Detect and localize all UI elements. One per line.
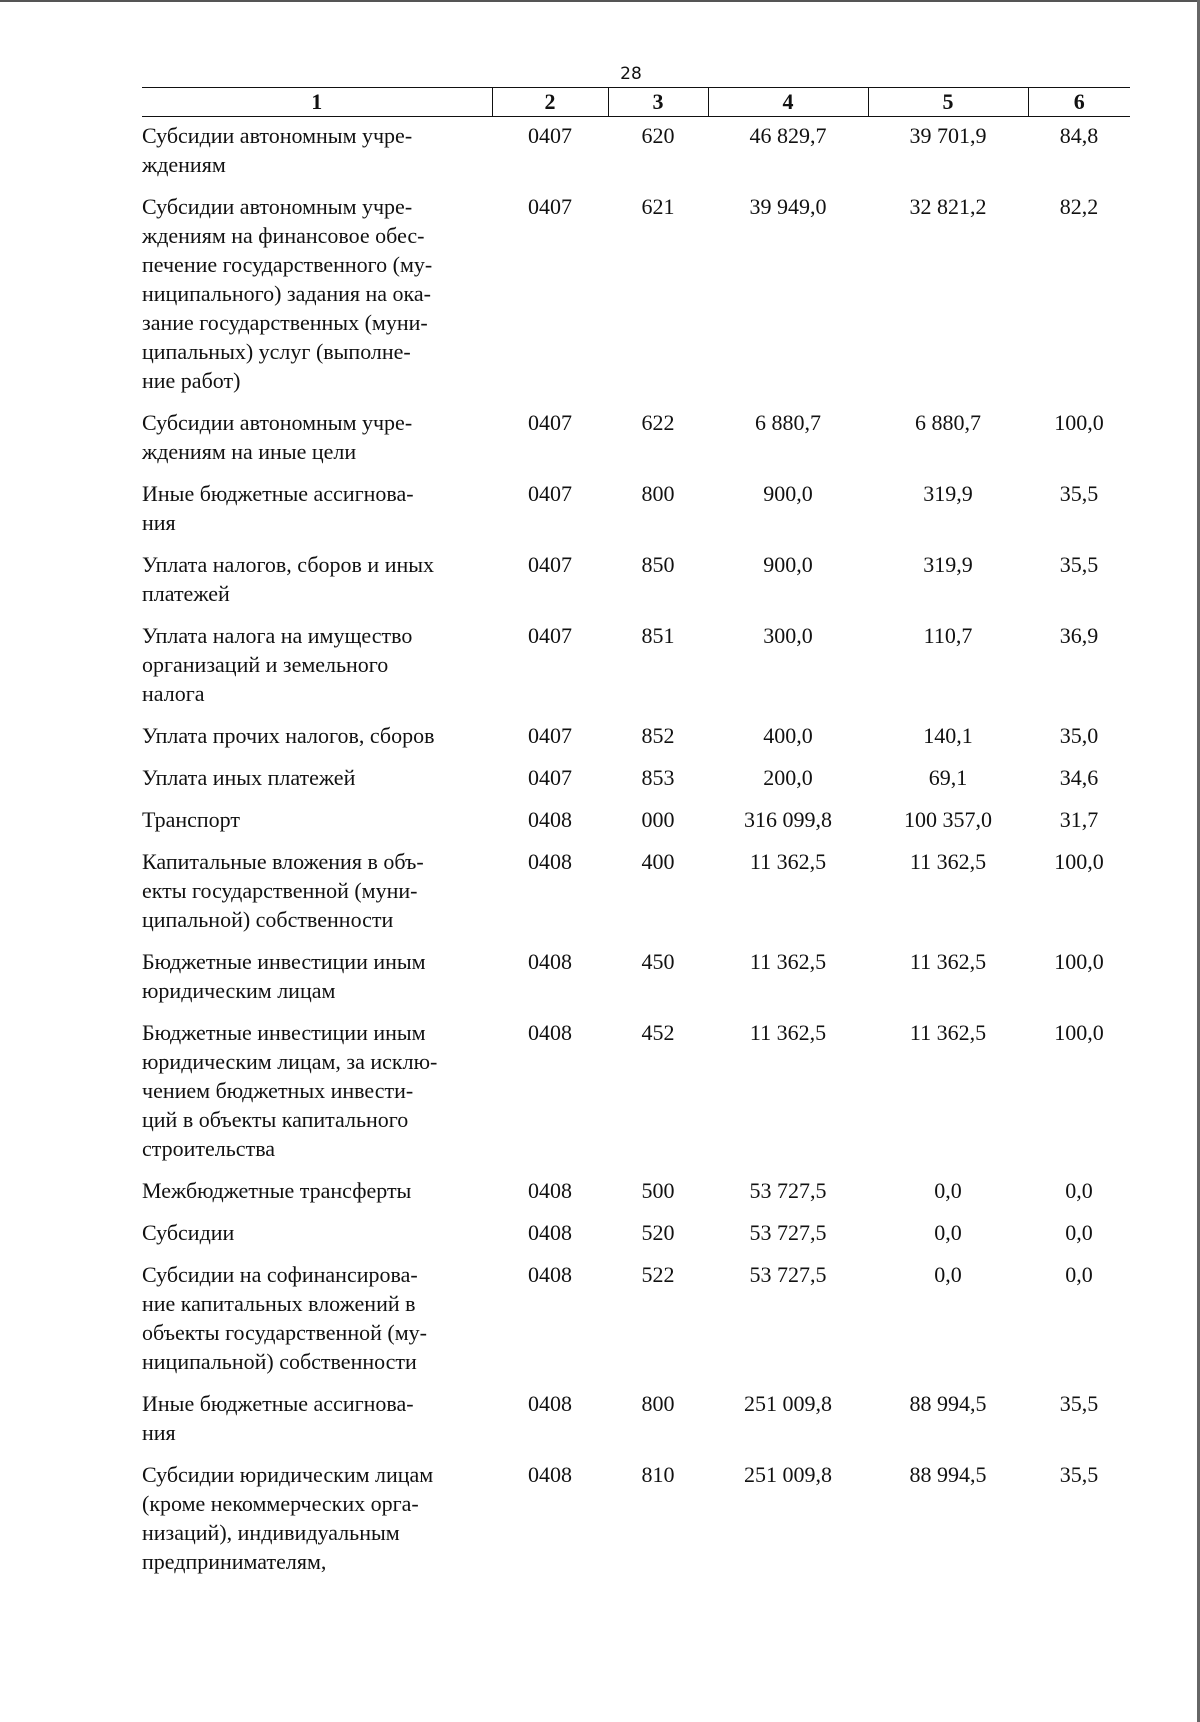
row-percent: 82,2	[1059, 194, 1099, 219]
row-actual-amount: 0,0	[934, 1262, 962, 1287]
row-name: Субсидии юридическим лицам (кроме некоммерческих орга- низаций), индивидуальным предпринимателям,	[142, 1462, 434, 1574]
row-actual-amount: 39 701,9	[909, 123, 987, 148]
row-percent: 0,0	[1065, 1220, 1093, 1245]
row-planned-amount: 200,0	[763, 765, 813, 790]
row-percent: 35,5	[1059, 1391, 1099, 1416]
row-section-code: 0408	[528, 849, 572, 874]
row-actual-amount: 11 362,5	[909, 949, 987, 974]
row-name: Уплата иных платежей	[142, 765, 356, 790]
row-expense-type: 620	[641, 123, 675, 148]
row-name: Уплата прочих налогов, сборов	[142, 723, 435, 748]
row-planned-amount: 11 362,5	[749, 1020, 827, 1045]
row-planned-amount: 53 727,5	[749, 1262, 827, 1287]
row-planned-amount: 251 009,8	[744, 1462, 832, 1487]
row-section-code: 0408	[528, 1391, 572, 1416]
row-planned-amount: 6 880,7	[755, 410, 821, 435]
row-expense-type: 621	[641, 194, 675, 219]
row-percent: 0,0	[1065, 1178, 1093, 1203]
row-percent: 35,5	[1059, 481, 1099, 506]
table-row	[142, 192, 1130, 408]
row-expense-type: 853	[641, 765, 675, 790]
row-name: Субсидии автономным учре- ждениям на финансовое обес- печение государственного (му- ниципального) задания на ока- зание государственных (муни- ципальных) услуг (выполне- ние работ)	[142, 194, 433, 393]
column-header-4: 4	[708, 88, 868, 117]
table-row	[142, 721, 1130, 763]
row-percent: 34,6	[1059, 765, 1099, 790]
table-row	[142, 947, 1130, 1018]
row-percent: 100,0	[1054, 849, 1104, 874]
row-actual-amount: 319,9	[923, 481, 973, 506]
table-body	[142, 117, 1130, 1590]
row-actual-amount: 140,1	[923, 723, 973, 748]
row-section-code: 0408	[528, 1220, 572, 1245]
table-row	[142, 763, 1130, 805]
row-name: Иные бюджетные ассигнова- ния	[142, 1391, 414, 1445]
row-section-code: 0408	[528, 1178, 572, 1203]
row-actual-amount: 32 821,2	[909, 194, 987, 219]
row-planned-amount: 11 362,5	[749, 949, 827, 974]
row-name: Бюджетные инвестиции иным юридическим лицам	[142, 949, 426, 1003]
row-section-code: 0407	[528, 194, 572, 219]
row-section-code: 0407	[528, 552, 572, 577]
row-percent: 35,5	[1059, 552, 1099, 577]
row-actual-amount: 0,0	[934, 1220, 962, 1245]
row-expense-type: 850	[641, 552, 675, 577]
row-name: Капитальные вложения в объ- екты государственной (муни- ципальной) собственности	[142, 849, 424, 932]
column-header-5: 5	[868, 88, 1028, 117]
row-expense-type: 522	[641, 1262, 675, 1287]
row-percent: 100,0	[1054, 410, 1104, 435]
row-actual-amount: 110,7	[923, 623, 973, 648]
table-row	[142, 1460, 1130, 1589]
row-expense-type: 452	[641, 1020, 675, 1045]
row-planned-amount: 251 009,8	[744, 1391, 832, 1416]
row-section-code: 0408	[528, 1462, 572, 1487]
table-row	[142, 479, 1130, 550]
table-header	[142, 88, 1130, 117]
row-section-code: 0407	[528, 410, 572, 435]
row-section-code: 0408	[528, 949, 572, 974]
row-planned-amount: 400,0	[763, 723, 813, 748]
row-name: Уплата налога на имущество организаций и земельного налога	[142, 623, 413, 706]
row-expense-type: 500	[641, 1178, 675, 1203]
row-section-code: 0407	[528, 123, 572, 148]
row-actual-amount: 69,1	[928, 765, 968, 790]
column-header-6: 6	[1028, 88, 1130, 117]
table-row	[142, 550, 1130, 621]
scan-edge-top	[0, 0, 1200, 2]
row-actual-amount: 11 362,5	[909, 1020, 987, 1045]
row-percent: 31,7	[1059, 807, 1099, 832]
row-expense-type: 000	[641, 807, 675, 832]
row-name: Субсидии автономным учре- ждениям на иные цели	[142, 410, 413, 464]
row-expense-type: 810	[641, 1462, 675, 1487]
row-expense-type: 800	[641, 1391, 675, 1416]
row-expense-type: 520	[641, 1220, 675, 1245]
table-row	[142, 1218, 1130, 1260]
row-actual-amount: 11 362,5	[909, 849, 987, 874]
row-section-code: 0407	[528, 623, 572, 648]
row-section-code: 0408	[528, 1262, 572, 1287]
row-actual-amount: 0,0	[934, 1178, 962, 1203]
row-planned-amount: 900,0	[763, 552, 813, 577]
column-header-2: 2	[492, 88, 608, 117]
table-row	[142, 805, 1130, 847]
table-row	[142, 1389, 1130, 1460]
row-name: Иные бюджетные ассигнова- ния	[142, 481, 414, 535]
row-expense-type: 450	[641, 949, 675, 974]
row-planned-amount: 53 727,5	[749, 1178, 827, 1203]
budget-table	[142, 87, 1130, 1589]
row-percent: 100,0	[1054, 1020, 1104, 1045]
row-percent: 0,0	[1065, 1262, 1093, 1287]
row-planned-amount: 11 362,5	[749, 849, 827, 874]
row-planned-amount: 900,0	[763, 481, 813, 506]
row-percent: 84,8	[1059, 123, 1099, 148]
row-percent: 100,0	[1054, 949, 1104, 974]
row-actual-amount: 319,9	[923, 552, 973, 577]
row-percent: 36,9	[1059, 623, 1099, 648]
table-row	[142, 117, 1130, 193]
row-name: Транспорт	[142, 807, 241, 832]
table-row	[142, 621, 1130, 721]
column-header-3: 3	[608, 88, 708, 117]
row-name: Субсидии автономным учре- ждениям	[142, 123, 413, 177]
row-expense-type: 851	[641, 623, 675, 648]
row-actual-amount: 100 357,0	[904, 807, 992, 832]
row-section-code: 0407	[528, 765, 572, 790]
table-row	[142, 1260, 1130, 1389]
row-actual-amount: 88 994,5	[909, 1462, 987, 1487]
row-planned-amount: 53 727,5	[749, 1220, 827, 1245]
row-section-code: 0408	[528, 807, 572, 832]
row-section-code: 0407	[528, 481, 572, 506]
row-actual-amount: 6 880,7	[915, 410, 981, 435]
row-section-code: 0408	[528, 1020, 572, 1045]
row-name: Межбюджетные трансферты	[142, 1178, 412, 1203]
row-expense-type: 800	[641, 481, 675, 506]
column-header-1: 1	[142, 88, 492, 117]
row-name: Уплата налогов, сборов и иных платежей	[142, 552, 435, 606]
row-name: Субсидии на софинансирова- ние капитальных вложений в объекты государственной (му- ниципальной) собственности	[142, 1262, 427, 1374]
row-section-code: 0407	[528, 723, 572, 748]
table-row	[142, 1018, 1130, 1176]
row-expense-type: 852	[641, 723, 675, 748]
row-planned-amount: 46 829,7	[749, 123, 827, 148]
table-row	[142, 847, 1130, 947]
row-expense-type: 622	[641, 410, 675, 435]
row-planned-amount: 316 099,8	[744, 807, 832, 832]
row-percent: 35,0	[1059, 723, 1099, 748]
row-percent: 35,5	[1059, 1462, 1099, 1487]
row-name: Субсидии	[142, 1220, 235, 1245]
row-planned-amount: 39 949,0	[749, 194, 827, 219]
table-row	[142, 408, 1130, 479]
row-planned-amount: 300,0	[763, 623, 813, 648]
table-row	[142, 1176, 1130, 1218]
header-row	[142, 88, 1130, 117]
page-number: 28	[620, 64, 642, 84]
row-expense-type: 400	[641, 849, 675, 874]
row-actual-amount: 88 994,5	[909, 1391, 987, 1416]
row-name: Бюджетные инвестиции иным юридическим лицам, за исклю- чением бюджетных инвести- ций в объекты капитального строительства	[142, 1020, 438, 1161]
